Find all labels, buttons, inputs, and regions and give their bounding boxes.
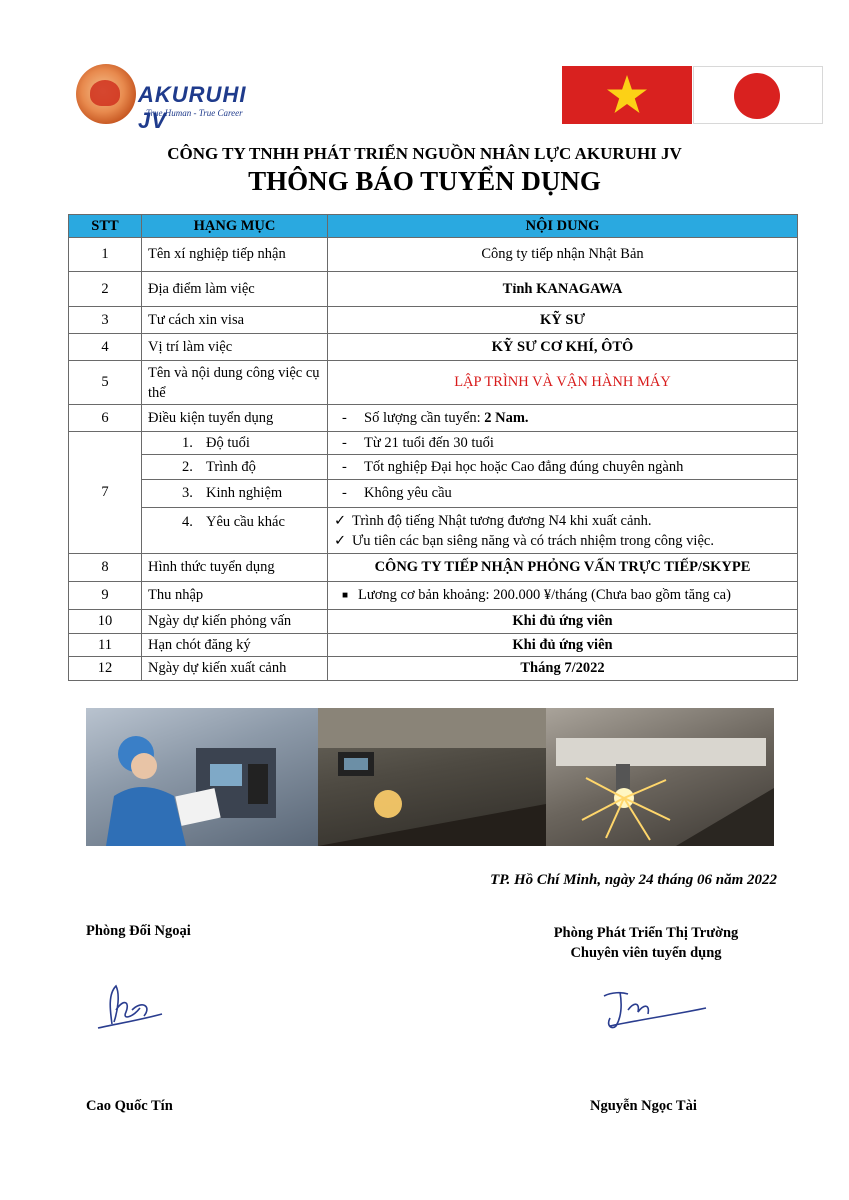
row-subitem <box>142 508 328 554</box>
photo-cutting-workshop <box>318 708 546 846</box>
subitem-label: Trình độ <box>206 458 256 475</box>
row-number: 12 <box>69 657 142 681</box>
bullet-icon: ■ <box>342 590 349 602</box>
company-logo <box>76 64 276 133</box>
check-icon: ✓ <box>334 532 347 549</box>
column-header-content: NỘI DUNG <box>328 215 798 238</box>
photo-strip <box>86 708 774 846</box>
row-item: Thu nhập <box>142 582 328 610</box>
recruitment-table <box>68 214 798 681</box>
row-content <box>328 582 798 610</box>
dash-marker: - <box>342 485 347 501</box>
company-name: CÔNG TY TNHH PHÁT TRIỂN NGUỒN NHÂN LỰC AKURUHI JV <box>167 144 682 163</box>
subitem-number: 3. <box>182 485 193 501</box>
row-subitem <box>142 455 328 480</box>
table-row <box>69 508 798 554</box>
japan-flag-icon <box>693 66 823 124</box>
dash-marker: - <box>342 434 347 451</box>
requirement-text: Ưu tiên các bạn siêng năng và có trách nhiệm trong công việc. <box>352 532 714 549</box>
table-row <box>69 272 798 307</box>
row-number: 6 <box>69 405 142 432</box>
row-number: 2 <box>69 272 142 307</box>
right-department-name: Phòng Phát Triển Thị Trường <box>553 925 739 941</box>
table-row <box>69 455 798 480</box>
row-item: Ngày dự kiến xuất cảnh <box>142 657 328 681</box>
row-content <box>328 508 798 554</box>
table-row <box>69 610 798 634</box>
left-signer-name: Cao Quốc Tín <box>86 1098 173 1114</box>
row-number: 1 <box>69 238 142 272</box>
row-content <box>328 432 798 455</box>
subitem-content: Từ 21 tuổi đến 30 tuổi <box>364 434 494 451</box>
row-item: Tư cách xin visa <box>142 307 328 334</box>
logo-slogan: True Human - True Career <box>146 108 243 118</box>
left-department: Phòng Đối Ngoại <box>86 923 191 939</box>
row-item: Địa điểm làm việc <box>142 272 328 307</box>
table-row <box>69 238 798 272</box>
table-row <box>69 480 798 508</box>
row-number: 9 <box>69 582 142 610</box>
subitem-content: Không yêu cầu <box>364 485 452 501</box>
subitem-label: Yêu cầu khác <box>206 514 285 530</box>
photo-engineer-at-machine <box>86 708 318 846</box>
row-content: KỸ SƯ <box>328 307 798 334</box>
table-row <box>69 432 798 455</box>
table-row <box>69 634 798 657</box>
row-content: LẬP TRÌNH VÀ VẬN HÀNH MÁY <box>328 361 798 405</box>
row-item: Điều kiện tuyển dụng <box>142 405 328 432</box>
row-content: Khi đủ ứng viên <box>328 610 798 634</box>
right-signer-name: Nguyễn Ngọc Tài <box>590 1098 697 1114</box>
logo-name: AKURUHI JV <box>138 82 247 133</box>
subitem-number: 4. <box>182 514 193 530</box>
table-row <box>69 307 798 334</box>
table-header-row <box>69 215 798 238</box>
signing-date: TP. Hồ Chí Minh, ngày 24 tháng 06 năm 2022 <box>490 872 777 888</box>
row-number: 4 <box>69 334 142 361</box>
subitem-number: 2. <box>182 458 193 475</box>
table-row <box>69 657 798 681</box>
row-item: Tên và nội dung công việc cụ thể <box>142 361 328 405</box>
table-row <box>69 554 798 582</box>
row-number: 11 <box>69 634 142 657</box>
row-content: Tỉnh KANAGAWA <box>328 272 798 307</box>
photo-plasma-cutter <box>546 708 774 846</box>
vietnam-flag-icon <box>562 66 692 124</box>
page-title: THÔNG BÁO TUYỂN DỤNG <box>248 166 601 196</box>
subitem-label: Kinh nghiệm <box>206 485 283 501</box>
quantity-label: Số lượng cần tuyển: <box>364 409 481 426</box>
table-row <box>69 582 798 610</box>
row-content: Khi đủ ứng viên <box>328 634 798 657</box>
right-signature <box>598 980 710 1041</box>
row-number: 10 <box>69 610 142 634</box>
row-item: Hạn chót đăng ký <box>142 634 328 657</box>
table-row <box>69 334 798 361</box>
logo-emblem-icon <box>76 64 136 124</box>
dash-marker: - <box>342 458 347 475</box>
table-row <box>69 405 798 432</box>
row-number: 3 <box>69 307 142 334</box>
row-subitem <box>142 480 328 508</box>
row-item: Tên xí nghiệp tiếp nhận <box>142 238 328 272</box>
row-content: Tháng 7/2022 <box>328 657 798 681</box>
subitem-number: 1. <box>182 434 193 451</box>
table-row <box>69 361 798 405</box>
row-item: Vị trí làm việc <box>142 334 328 361</box>
subitem-label: Độ tuổi <box>206 434 250 451</box>
row-number: 5 <box>69 361 142 405</box>
right-department-title: Chuyên viên tuyển dụng <box>570 945 722 961</box>
column-header-stt: STT <box>69 215 142 238</box>
dash-marker: - <box>342 409 347 426</box>
row-number: 7 <box>69 432 142 554</box>
quantity-value: 2 Nam. <box>484 409 529 426</box>
row-item: Hình thức tuyển dụng <box>142 554 328 582</box>
row-content: CÔNG TY TIẾP NHẬN PHỎNG VẤN TRỰC TIẾP/SKYPE <box>328 554 798 582</box>
check-icon: ✓ <box>334 512 347 529</box>
row-content: KỸ SƯ CƠ KHÍ, ÔTÔ <box>328 334 798 361</box>
row-content: Công ty tiếp nhận Nhật Bản <box>328 238 798 272</box>
right-department <box>520 923 772 963</box>
requirement-text: Trình độ tiếng Nhật tương đương N4 khi xuất cảnh. <box>352 512 652 529</box>
row-content <box>328 405 798 432</box>
row-content <box>328 480 798 508</box>
row-subitem <box>142 432 328 455</box>
row-number: 8 <box>69 554 142 582</box>
left-signature <box>96 980 166 1041</box>
subitem-content: Tốt nghiệp Đại học hoặc Cao đẳng đúng chuyên ngành <box>364 458 684 475</box>
row-content <box>328 455 798 480</box>
column-header-item: HẠNG MỤC <box>142 215 328 238</box>
row-item: Ngày dự kiến phỏng vấn <box>142 610 328 634</box>
salary-text: Lương cơ bản khoảng: 200.000 ¥/tháng (Chưa bao gồm tăng ca) <box>358 587 731 603</box>
